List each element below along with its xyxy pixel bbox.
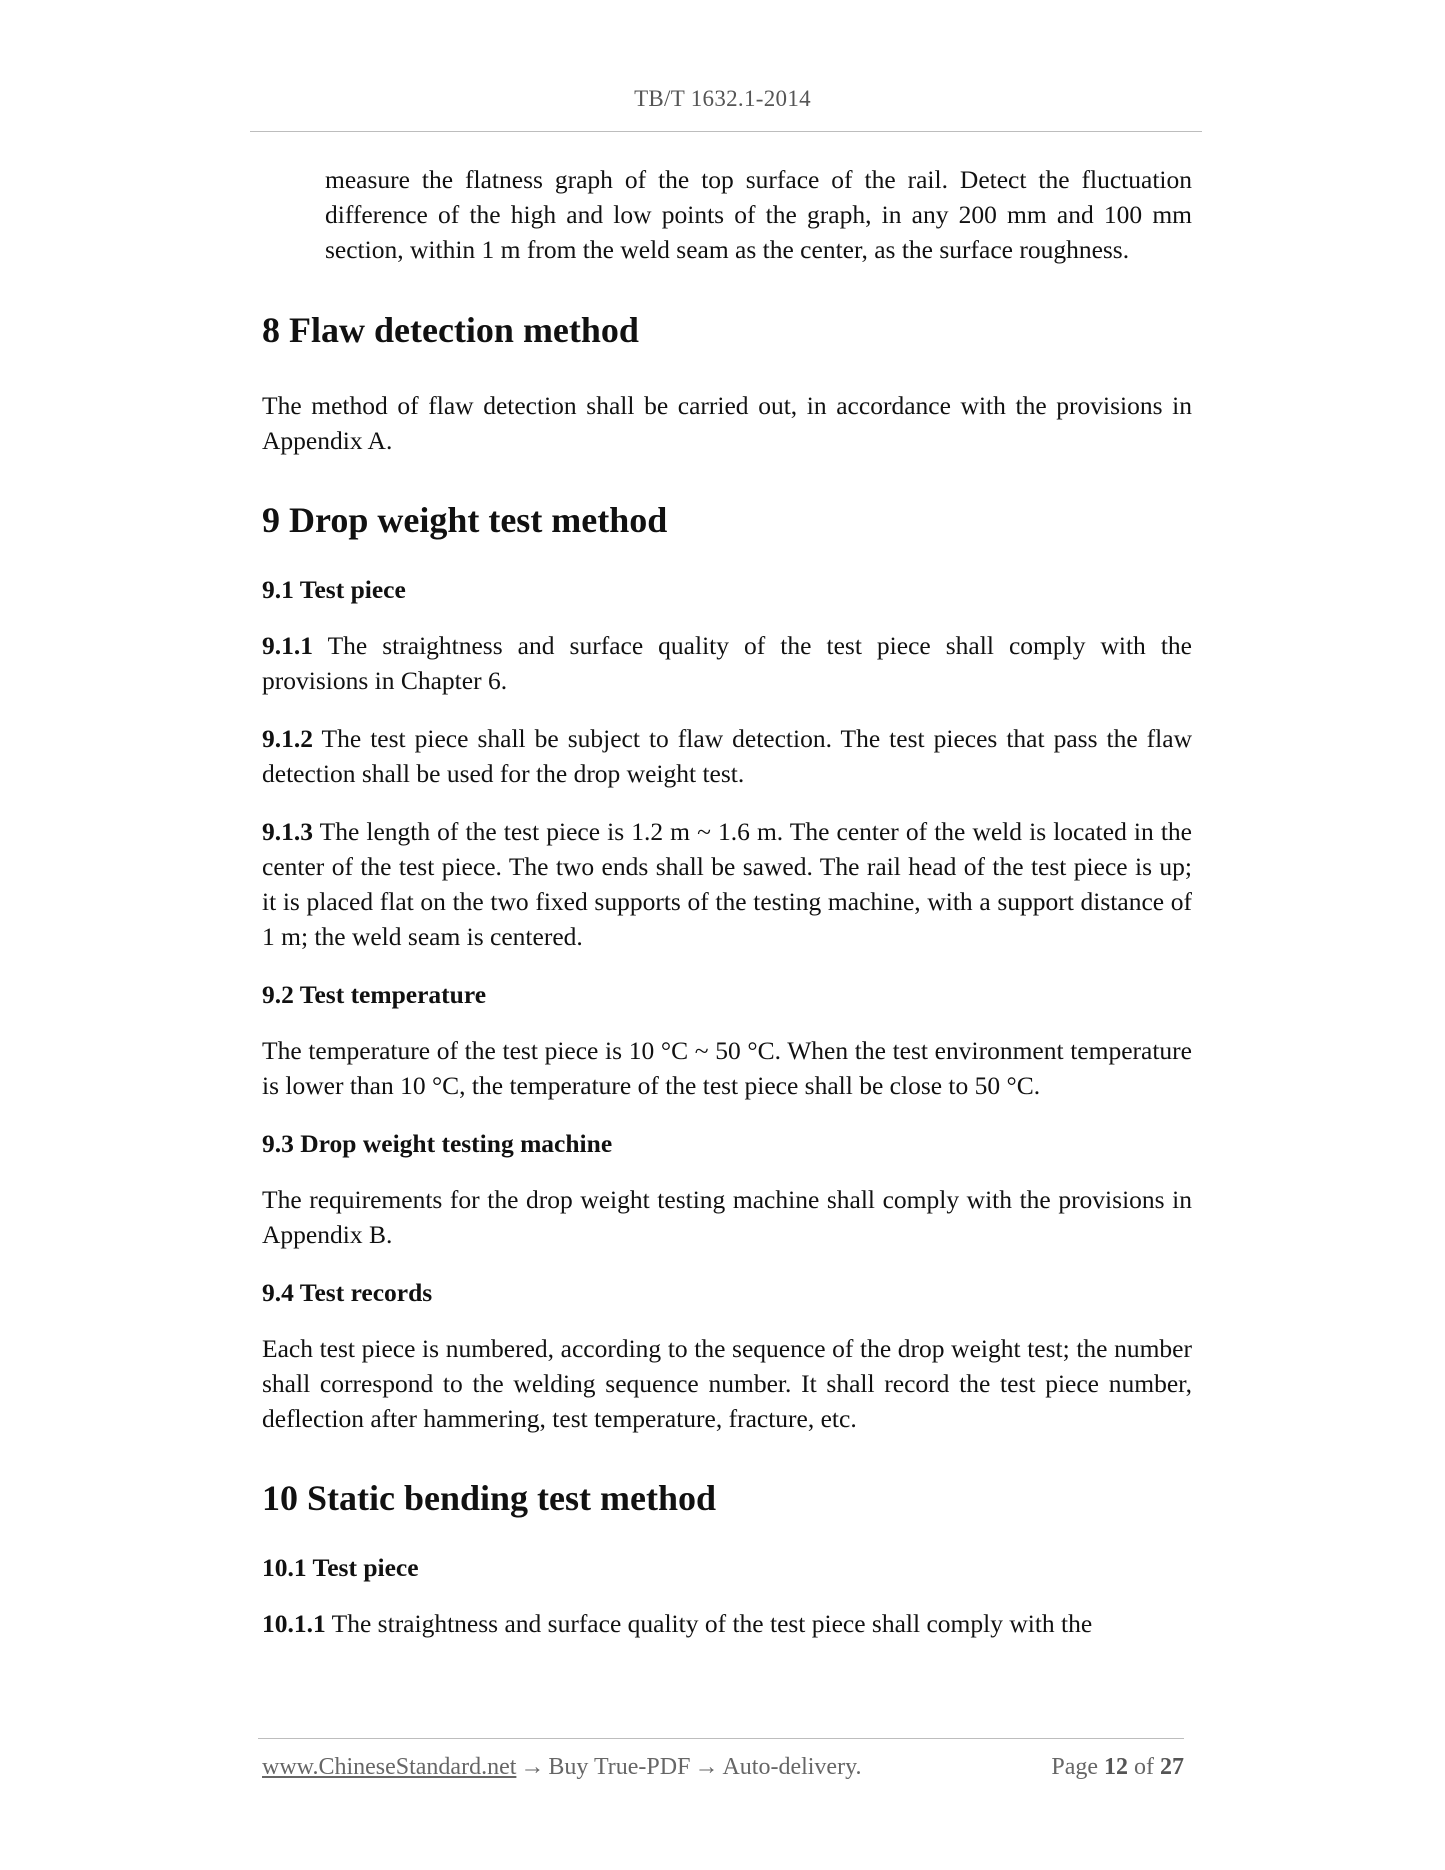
site-link[interactable]: www.ChineseStandard.net: [262, 1754, 517, 1780]
intro-paragraph: measure the flatness graph of the top surface of the rail. Detect the fluctuation difference of the high and low points of the graph, in any 200 mm and 100 mm section, within 1 m from the weld seam as the center, as the surface roughness.: [325, 165, 1192, 264]
footer-divider: [258, 1738, 1184, 1739]
auto-delivery-text: Auto-delivery.: [722, 1754, 862, 1780]
clause-text: The straightness and surface quality of the test piece shall comply with the provisions in Chapter 6.: [262, 631, 1192, 695]
footer-promo: [262, 1754, 862, 1781]
clause-number: 9.1.2: [262, 724, 313, 753]
clause-9-1-3: [262, 814, 1192, 954]
clause-number: 9.1.3: [262, 817, 313, 846]
subsection-9-3-heading: 9.3 Drop weight testing machine: [262, 1129, 613, 1158]
clause-number: 9.1.1: [262, 631, 313, 660]
page-label: Page: [1051, 1754, 1098, 1780]
section-9-3-paragraph: The requirements for the drop weight testing machine shall comply with the provisions in Appendix B.: [262, 1185, 1192, 1249]
subsection-10-1-heading: 10.1 Test piece: [262, 1553, 419, 1582]
arrow-right-icon: →: [520, 1754, 545, 1780]
clause-text: The test piece shall be subject to flaw detection. The test pieces that pass the flaw detection shall be used for the drop weight test.: [262, 724, 1192, 788]
subsection-9-1-heading: 9.1 Test piece: [262, 575, 406, 604]
clause-text: The straightness and surface quality of the test piece shall comply with the: [325, 1609, 1093, 1638]
clause-10-1-1: [262, 1606, 1192, 1641]
page-of-label: of: [1134, 1754, 1154, 1780]
clause-9-1-2: [262, 721, 1192, 791]
header-divider: [250, 131, 1202, 132]
clause-number: 10.1.1: [262, 1609, 326, 1638]
subsection-9-2-heading: 9.2 Test temperature: [262, 980, 487, 1009]
section-9-heading: 9 Drop weight test method: [262, 500, 668, 540]
buy-pdf-text: Buy True-PDF: [548, 1754, 691, 1780]
clause-9-1-1: [262, 628, 1192, 698]
section-8-heading: 8 Flaw detection method: [262, 310, 639, 350]
page-footer: [262, 1754, 1184, 1788]
current-page: 12: [1104, 1754, 1128, 1780]
document-id-header: TB/T 1632.1-2014: [634, 86, 811, 111]
section-8-paragraph: The method of flaw detection shall be carried out, in accordance with the provisions in Appendix A.: [262, 391, 1192, 455]
clause-text: The length of the test piece is 1.2 m ~ 1.6 m. The center of the weld is located in the center of the test piece. The two ends shall be sawed. The rail head of the test piece is up; it is placed flat on the two fixed supports of the testing machine, with a support distance of 1 m; the weld seam is centered.: [262, 817, 1192, 951]
section-9-2-paragraph: The temperature of the test piece is 10 °C ~ 50 °C. When the test environment temperature is lower than 10 °C, the temperature of the test piece shall be close to 50 °C.: [262, 1036, 1192, 1100]
section-9-4-paragraph: Each test piece is numbered, according to the sequence of the drop weight test; the number shall correspond to the welding sequence number. It shall record the test piece number, deflection after hammering, test temperature, fracture, etc.: [262, 1334, 1192, 1433]
page-content: [262, 162, 1192, 1664]
section-10-heading: 10 Static bending test method: [262, 1478, 717, 1518]
subsection-9-4-heading: 9.4 Test records: [262, 1278, 433, 1307]
arrow-right-icon: →: [694, 1754, 719, 1780]
total-pages: 27: [1160, 1754, 1184, 1780]
page-number: [1051, 1754, 1184, 1781]
